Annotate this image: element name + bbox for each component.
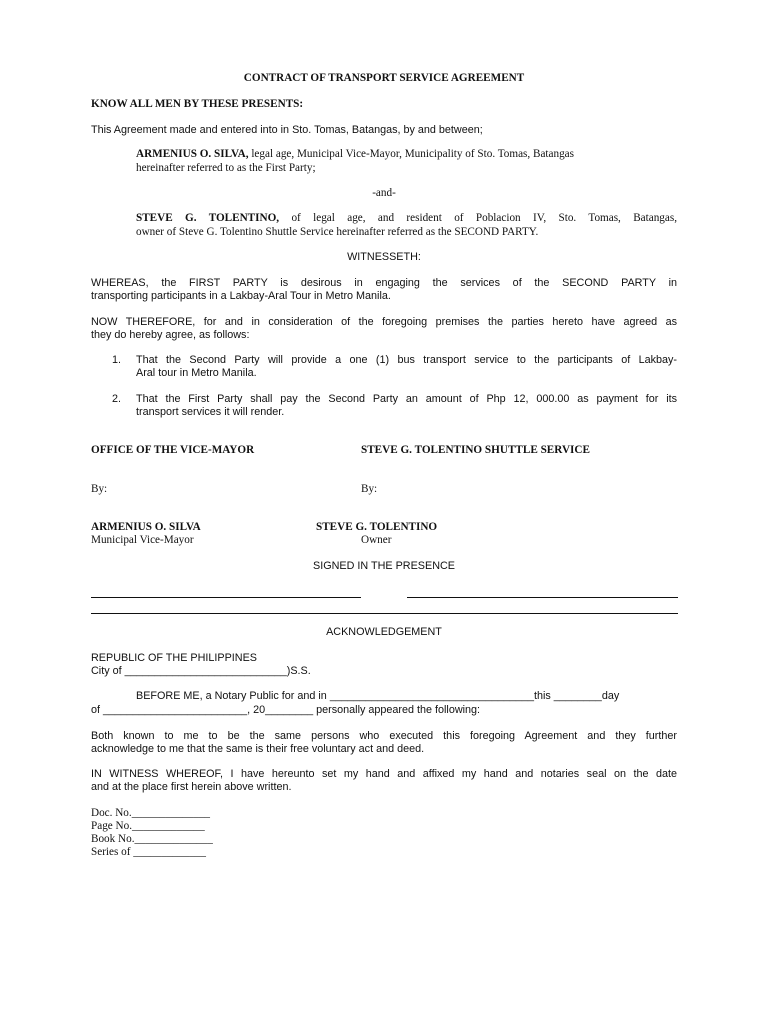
second-party-line-2: owner of Steve G. Tolentino Shuttle Service hereinafter referred as the SECOND PARTY. [136,226,539,238]
first-party-line-1 [136,148,574,161]
witness-signature-line-left [91,597,361,598]
first-party-description: legal age, Municipal Vice-Mayor, Municipality of Sto. Tomas, Batangas [251,148,574,160]
first-party-name: ARMENIUS O. SILVA, [136,148,249,160]
clause-line-1: That the First Party shall pay the Second Party an amount of Php 12, 000.00 as payment for its [136,393,677,405]
known-line-1: Both known to me to be the same persons who executed this foregoing Agreement and they further [91,730,677,742]
contract-title: CONTRACT OF TRANSPORT SERVICE AGREEMENT [243,72,525,84]
right-by-label: By: [361,483,378,495]
now-therefore-line-1: NOW THEREFORE, for and in consideration of the foregoing premises the parties hereto have agreed as [91,316,677,328]
right-signatory-name: STEVE G. TOLENTINO [316,521,438,533]
second-party-line-1 [136,212,677,225]
second-party-name: STEVE G. TOLENTINO, [136,212,280,224]
whereas-line-2: transporting participants in a Lakbay-Aral Tour in Metro Manila. [91,290,391,302]
know-all-heading: KNOW ALL MEN BY THESE PRESENTS: [91,98,304,110]
left-office-heading: OFFICE OF THE VICE-MAYOR [91,444,255,456]
doc-no-field: Doc. No.______________ [91,807,211,819]
whereas-line-1: WHEREAS, the FIRST PARTY is desirous in engaging the services of the SECOND PARTY in [91,277,677,289]
known-line-2: acknowledge to me that the same is their free voluntary act and deed. [91,743,425,755]
left-signatory-name: ARMENIUS O. SILVA [91,521,201,533]
page-no-field: Page No._____________ [91,820,205,832]
city-line: City of ___________________________)S.S. [91,665,311,677]
section-divider [91,613,678,614]
acknowledgement-heading: ACKNOWLEDGEMENT [326,626,442,638]
before-me-line-2: of ________________________, 20________ personally appeared the following: [91,704,481,716]
series-field: Series of _____________ [91,846,206,858]
witnesseth-heading: WITNESSETH: [347,251,421,263]
clause-number: 2. [112,393,122,405]
left-by-label: By: [91,483,108,495]
book-no-field: Book No.______________ [91,833,213,845]
right-signatory-title: Owner [361,534,392,546]
first-party-line-2: hereinafter referred to as the First Party; [136,162,316,174]
republic-line: REPUBLIC OF THE PHILIPPINES [91,652,257,664]
clause-line-2: transport services it will render. [136,406,285,418]
clause-line-1: That the Second Party will provide a one (1) bus transport service to the participants of Lakbay- [136,354,677,366]
second-party-description: of legal age, and resident of Poblacion IV, Sto. Tomas, Batangas, [291,212,678,224]
now-therefore-line-2: they do hereby agree, as follows: [91,329,250,341]
witness-whereof-line-2: and at the place first herein above written. [91,781,292,793]
clause-number: 1. [112,354,122,366]
and-separator: -and- [372,187,396,199]
witness-whereof-line-1: IN WITNESS WHEREOF, I have hereunto set my hand and affixed my hand and notaries seal on the date [91,768,677,780]
signed-presence-heading: SIGNED IN THE PRESENCE [313,560,455,572]
witness-signature-line-right [407,597,678,598]
before-me-line-1: BEFORE ME, a Notary Public for and in __________________________________this ________day [136,690,620,702]
clause-line-2: Aral tour in Metro Manila. [136,367,257,379]
intro-paragraph: This Agreement made and entered into in Sto. Tomas, Batangas, by and between; [91,124,483,136]
right-office-heading: STEVE G. TOLENTINO SHUTTLE SERVICE [361,444,590,456]
left-signatory-title: Municipal Vice-Mayor [91,534,194,546]
